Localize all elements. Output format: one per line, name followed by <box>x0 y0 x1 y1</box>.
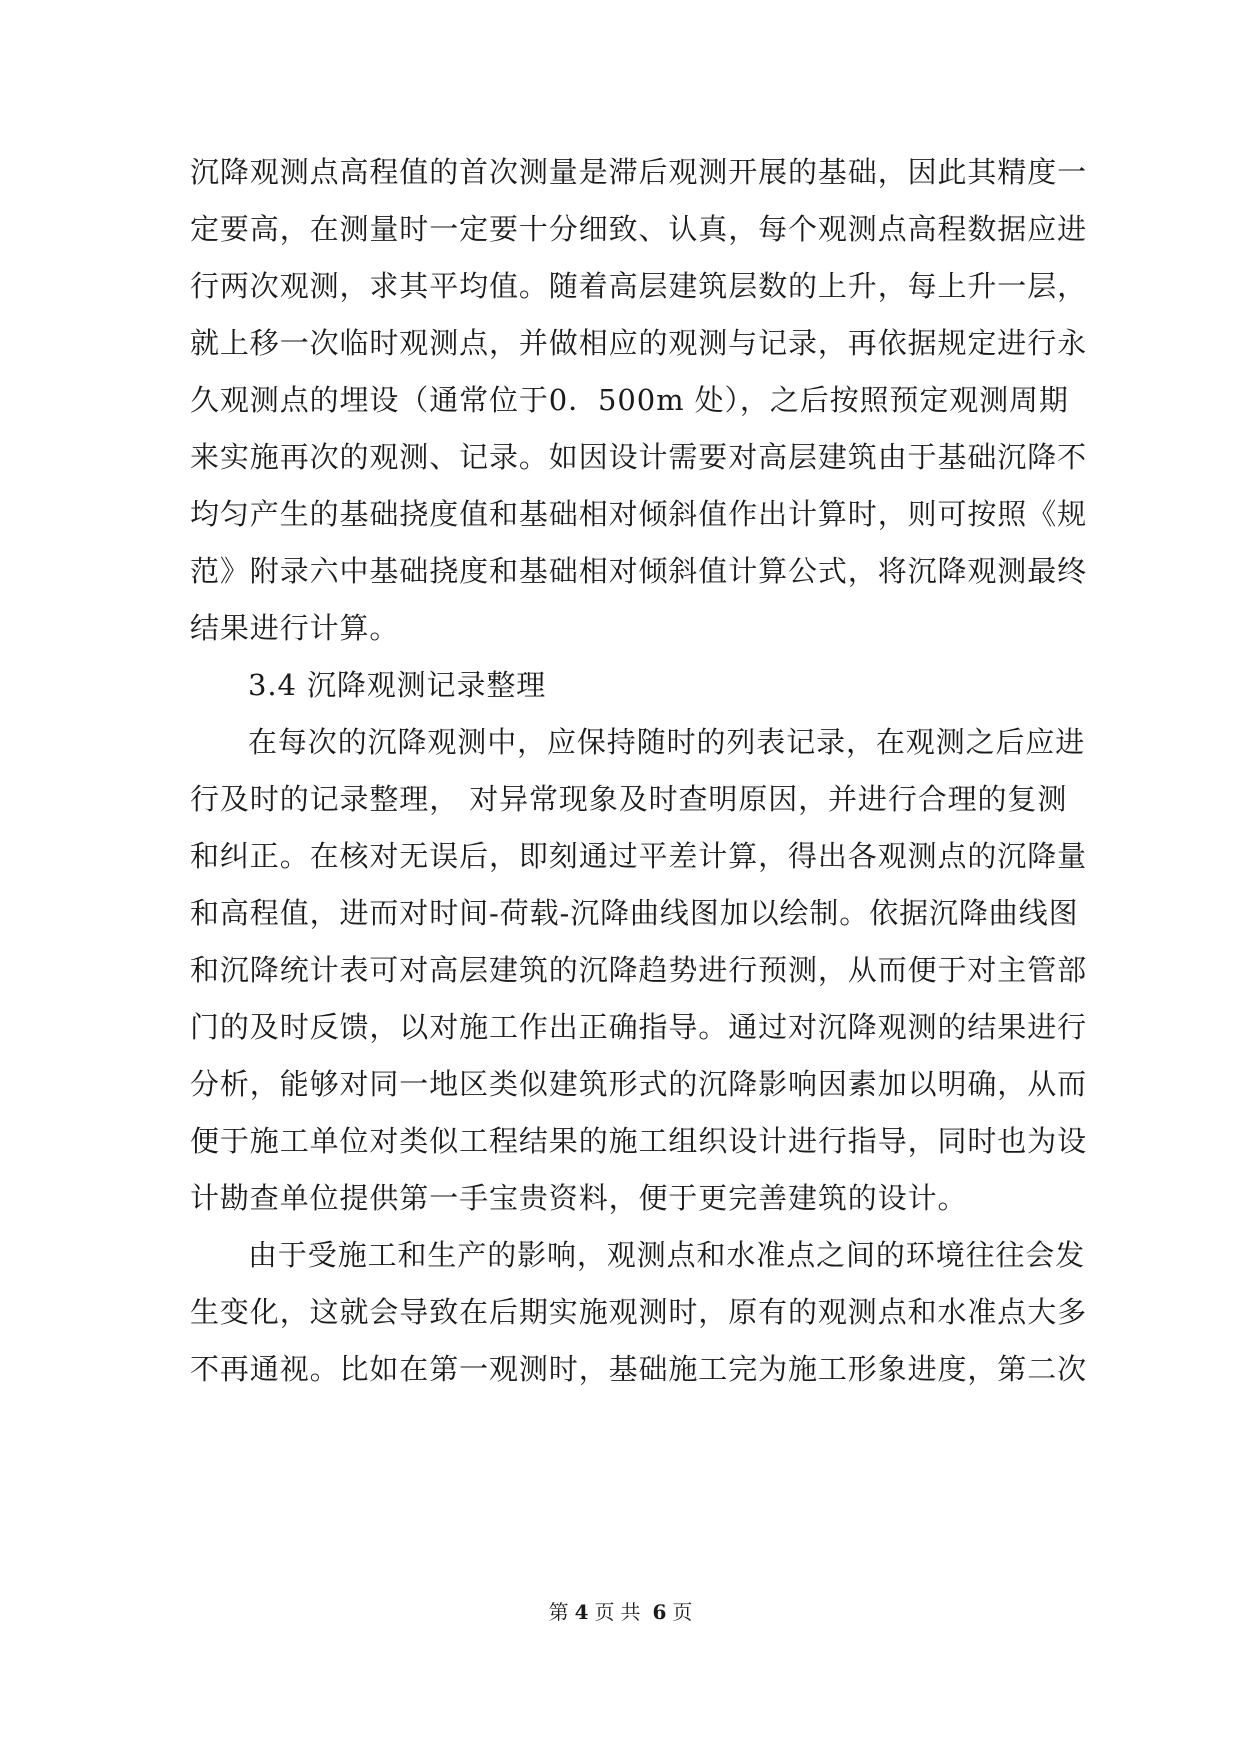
text-line: 定要高，在测量时一定要十分细致、认真，每个观测点高程数据应进 <box>190 212 1088 246</box>
text-line: 和高程值，进而对时间-荷载-沉降曲线图加以绘制。依据沉降曲线图 <box>190 896 1079 930</box>
text-line: 和沉降统计表可对高层建筑的沉降趋势进行预测，从而便于对主管部 <box>190 953 1088 987</box>
text-line: 计勘查单位提供第一手宝贵资料，便于更完善建筑的设计。 <box>190 1181 968 1215</box>
footer-total-pages: 6 <box>652 1600 667 1624</box>
text-line: 门的及时反馈，以对施工作出正确指导。通过对沉降观测的结果进行 <box>190 1010 1088 1044</box>
text-line: 范》附录六中基础挠度和基础相对倾斜值计算公式，将沉降观测最终 <box>190 554 1088 588</box>
text-line: 便于施工单位对类似工程结果的施工组织设计进行指导，同时也为设 <box>190 1124 1088 1158</box>
text-line: 沉降观测点高程值的首次测量是滞后观测开展的基础，因此其精度一 <box>190 155 1088 189</box>
text-line: 结果进行计算。 <box>190 611 400 645</box>
text-line: 和纠正。在核对无误后，即刻通过平差计算，得出各观测点的沉降量 <box>190 839 1088 873</box>
section-heading: 3.4 沉降观测记录整理 <box>248 668 547 702</box>
footer-total-prefix: 共 <box>620 1600 641 1624</box>
text-line: 行及时的记录整理， 对异常现象及时查明原因，并进行合理的复测 <box>190 782 1068 816</box>
text-line: 由于受施工和生产的影响，观测点和水准点之间的环境往往会发 <box>248 1238 1086 1272</box>
text-line: 行两次观测，求其平均值。随着高层建筑层数的上升，每上升一层， <box>190 269 1088 303</box>
page-footer <box>0 1598 1241 1626</box>
footer-total-word: 页 <box>672 1600 693 1624</box>
footer-page-prefix: 第 <box>548 1600 569 1624</box>
text-line: 均匀产生的基础挠度值和基础相对倾斜值作出计算时，则可按照《规 <box>190 497 1088 531</box>
footer-page-word: 页 <box>594 1600 615 1624</box>
footer-page-number: 4 <box>574 1600 589 1624</box>
text-line: 久观测点的埋设（通常位于0．500m 处），之后按照预定观测周期 <box>190 383 1069 417</box>
text-line: 分析，能够对同一地区类似建筑形式的沉降影响因素加以明确，从而 <box>190 1067 1088 1101</box>
text-line: 不再通视。比如在第一观测时，基础施工完为施工形象进度，第二次 <box>190 1352 1088 1386</box>
text-line: 就上移一次临时观测点，并做相应的观测与记录，再依据规定进行永 <box>190 326 1088 360</box>
text-line: 来实施再次的观测、记录。如因设计需要对高层建筑由于基础沉降不 <box>190 440 1088 474</box>
text-line: 在每次的沉降观测中，应保持随时的列表记录，在观测之后应进 <box>248 725 1086 759</box>
text-line: 生变化，这就会导致在后期实施观测时，原有的观测点和水准点大多 <box>190 1295 1088 1329</box>
